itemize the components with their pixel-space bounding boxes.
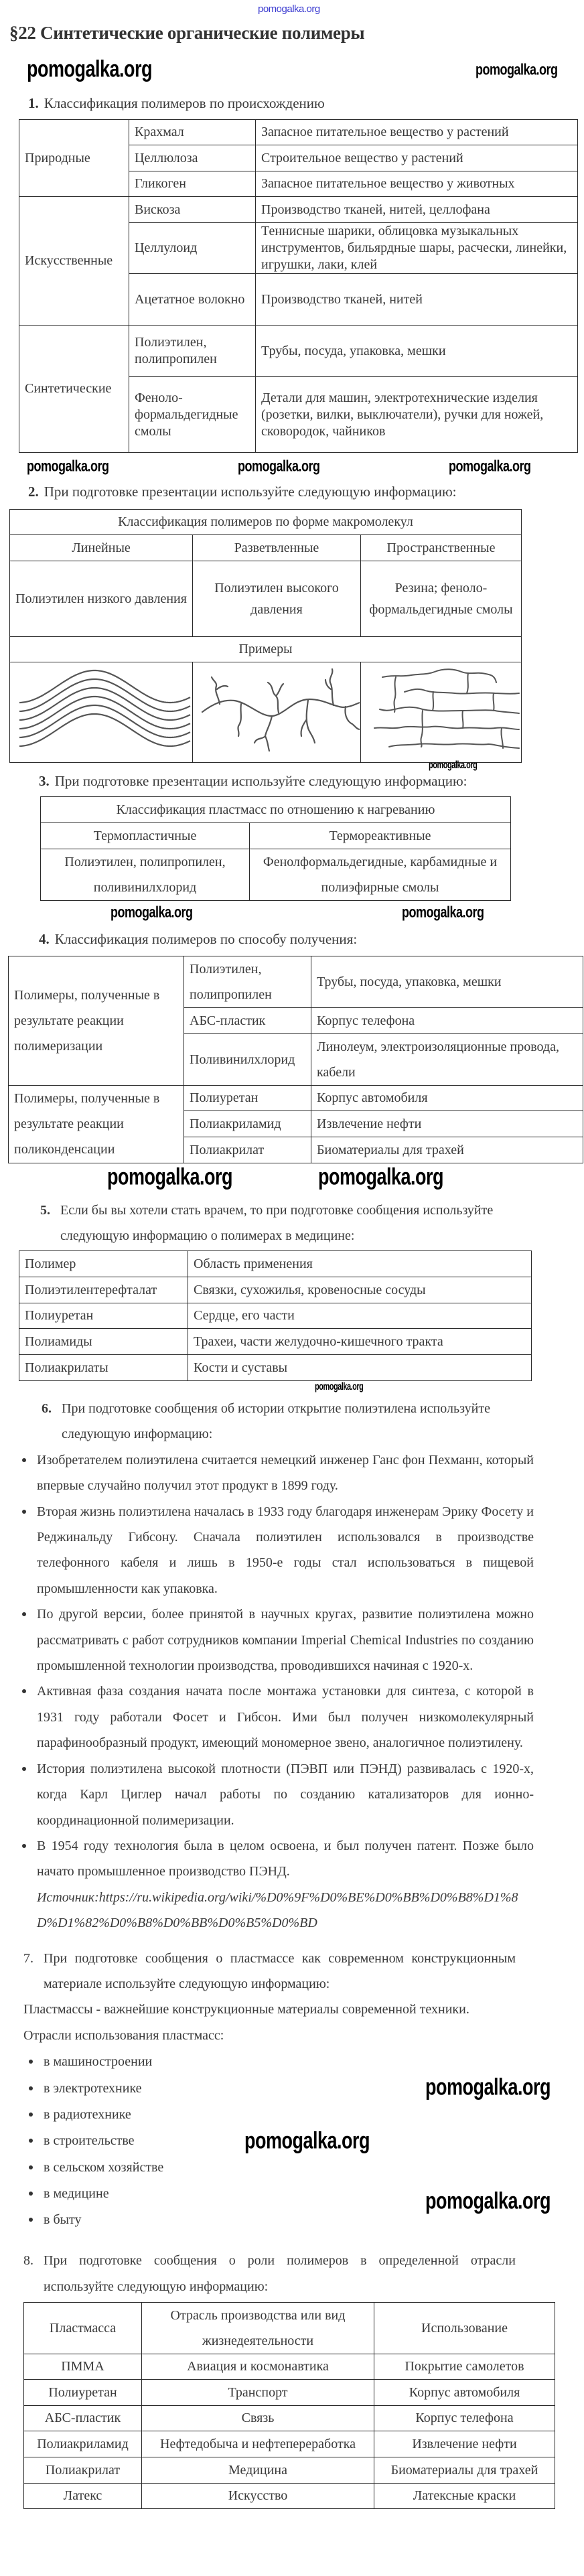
- table-row: [19, 326, 578, 377]
- use-cell: Латексные краски: [374, 2484, 555, 2509]
- watermark: pomogalka.org: [244, 2127, 370, 2154]
- table-row: [10, 662, 522, 763]
- cross-link: [493, 693, 494, 711]
- watermark: pomogalka.org: [111, 903, 193, 921]
- list-item: История полиэтилена высокой плотности (ПЭВП или ПЭНД) развивалась с 1920-х, когда Карл Циглер начал работы по созданию катализаторов для ионно-координационной полимеризации.: [37, 1756, 534, 1833]
- table-row: [9, 1086, 583, 1111]
- use-cell: Запасное питательное вещество у животных: [256, 171, 578, 197]
- type-cell: Линейные: [10, 535, 193, 561]
- use-cell: Извлечение нефти: [311, 1111, 583, 1137]
- table-header-row: [24, 2303, 555, 2354]
- polymer-cell: Полиуретан: [184, 1086, 311, 1111]
- table-row: [10, 637, 522, 662]
- table-title: Классификация полимеров по форме макромолекул: [10, 510, 522, 535]
- table-row: [41, 823, 511, 849]
- use-cell: Производство тканей, нитей: [256, 274, 578, 326]
- branch: [268, 683, 283, 713]
- polymer-cell: Полиакрилат: [184, 1137, 311, 1163]
- watermark: pomogalka.org: [258, 3, 320, 15]
- linear-polymer-illustration: [10, 662, 192, 758]
- example-cell: Полиэтилен низкого давления: [10, 561, 193, 637]
- polymer-cell: Полиуретан: [19, 1303, 188, 1329]
- table-row: [24, 2484, 555, 2509]
- branch: [238, 704, 241, 736]
- use-cell: Кости и суставы: [188, 1355, 532, 1381]
- column-header: Использование: [374, 2303, 555, 2354]
- section-2-heading: [28, 484, 456, 500]
- watermark: pomogalka.org: [402, 903, 484, 921]
- plastic-cell: ПММА: [24, 2354, 142, 2380]
- watermark: pomogalka.org: [429, 760, 478, 772]
- column-header: Термопластичные: [41, 823, 250, 849]
- use-cell: Связки, сухожилья, кровеносные сосуды: [188, 1277, 532, 1303]
- industry-cell: Связь: [142, 2406, 374, 2431]
- polymer-cell: Поливинилхлорид: [184, 1034, 311, 1086]
- list-item: в радиотехнике: [44, 2102, 516, 2128]
- polymer-cell: АБС-пластик: [184, 1008, 311, 1034]
- use-cell: Трубы, посуда, упаковка, мешки: [311, 956, 583, 1008]
- section-number: 4.: [39, 931, 50, 947]
- polymer-cell: Целлулоид: [129, 223, 256, 274]
- production-classification-table: [8, 956, 583, 1163]
- polymer-cell: Вискоза: [129, 197, 256, 223]
- watermark: pomogalka.org: [238, 457, 320, 475]
- cross-link: [394, 677, 396, 712]
- polymer-cell: Полиэтилен, полипропилен: [184, 956, 311, 1008]
- industry-cell: Нефтедобыча и нефтепереработка: [142, 2431, 374, 2457]
- list-item: в медицине: [44, 2181, 516, 2207]
- use-cell: Корпус телефона: [311, 1008, 583, 1034]
- polymer-cell: Феноло-формальдегидные смолы: [129, 377, 256, 453]
- table-row: [19, 1329, 532, 1355]
- industry-cell: Медицина: [142, 2457, 374, 2484]
- column-header: Полимер: [19, 1251, 188, 1277]
- examples-label: Примеры: [10, 637, 522, 662]
- table-row: [24, 2380, 555, 2406]
- section-number: 2.: [28, 484, 39, 500]
- section-number: 1.: [28, 95, 39, 111]
- cross-link: [421, 711, 423, 747]
- intro-text: Пластмассы - важнейшие конструкционные материалы современной техники.: [23, 2002, 469, 2017]
- source-link[interactable]: Источник:https://ru.wikipedia.org/wiki/%D0%9F%D0%BE%D0%BB%D0%B8%D1%8D%D1%82%D0%B8%D0%BB%D0%B5%D0%BD: [37, 1889, 518, 1931]
- polymer-chain: [19, 697, 190, 729]
- table-row: [24, 2406, 555, 2431]
- watermark: pomogalka.org: [476, 60, 558, 78]
- column-header: Термореактивные: [250, 823, 511, 849]
- section-8-heading: [23, 2248, 516, 2299]
- polymer-chain: [19, 705, 190, 737]
- watermark: pomogalka.org: [27, 457, 109, 475]
- table-row: [24, 2431, 555, 2457]
- branch: [212, 677, 228, 704]
- section-7: [23, 1946, 551, 2234]
- branch: [325, 669, 334, 705]
- watermark: pomogalka.org: [425, 2188, 551, 2214]
- use-cell: Строительное вещество у растений: [256, 145, 578, 171]
- section-3-heading: [39, 773, 467, 790]
- network-chain: [374, 727, 519, 729]
- industry-cell: Транспорт: [142, 2380, 374, 2406]
- table-row: [9, 956, 583, 1008]
- branch: [301, 700, 315, 743]
- network-chain: [405, 689, 519, 694]
- category-cell: Природные: [19, 120, 129, 197]
- list-item: в быту: [44, 2207, 516, 2233]
- list-item: По другой версии, более принятой в научных кругах, развитие полиэтилена можно рассматривать с работ сотрудников компании Imperial Chemical Industries по созданию промышленной технологии производства, проводившихся начиная с 1920-х.: [37, 1601, 534, 1678]
- network-chain: [380, 707, 519, 713]
- section-6: [37, 1396, 534, 1936]
- table-row: [24, 2457, 555, 2484]
- use-cell: Трахеи, части желудочно-кишечного тракта: [188, 1329, 532, 1355]
- section-text: При подготовке сообщения об истории открытие полиэтилена используйте следующую информацию:: [62, 1401, 490, 1442]
- polymer-cell: Полиамиды: [19, 1329, 188, 1355]
- section-7-heading: [23, 1946, 516, 1997]
- plastic-cell: Полиакриламид: [24, 2431, 142, 2457]
- watermark: pomogalka.org: [315, 1381, 364, 1393]
- value-cell: Полиэтилен, полипропилен, поливинилхлорид: [41, 849, 250, 901]
- example-cell: Резина; феноло-формальдегидные смолы: [361, 561, 522, 637]
- list-item: В 1954 году технология была в целом освоена, и был получен патент. Позже было начато промышленное производство ПЭНД.: [37, 1833, 534, 1885]
- example-cell: Полиэтилен высокого давления: [193, 561, 361, 637]
- use-cell: Корпус автомобиля: [311, 1086, 583, 1111]
- main-chain: [202, 699, 360, 716]
- table-row: [10, 561, 522, 637]
- column-header: Отрасль производства или вид жизнедеятельности: [142, 2303, 374, 2354]
- network-chain: [389, 743, 519, 748]
- plastic-cell: Латекс: [24, 2484, 142, 2509]
- list-item: Изобретателем полиэтилена считается немецкий инженер Ганс фон Пехманн, который впервые случайно получил этот продукт в 1899 году.: [37, 1447, 534, 1499]
- category-cell: Синтетические: [19, 326, 129, 453]
- use-cell: Корпус автомобиля: [374, 2380, 555, 2406]
- list-item: в строительстве: [44, 2128, 516, 2154]
- polymer-cell: Целлюлоза: [129, 145, 256, 171]
- polymer-cell: Ацетатное волокно: [129, 274, 256, 326]
- use-cell: Корпус телефона: [374, 2406, 555, 2431]
- watermark: pomogalka.org: [318, 1163, 444, 1190]
- section-number: 5.: [40, 1203, 50, 1218]
- table-title: Классификация пластмасс по отношению к нагреванию: [41, 797, 511, 823]
- polymer-cell: Полиэтилентерефталат: [19, 1277, 188, 1303]
- section-text: При подготовке сообщения о роли полимеров в определенной отрасли используйте следующую информацию:: [44, 2253, 516, 2294]
- polymer-cell: Полиакрилаты: [19, 1355, 188, 1381]
- section-4-heading: [39, 931, 357, 948]
- plastic-cell: АБС-пластик: [24, 2406, 142, 2431]
- column-header: Пластмасса: [24, 2303, 142, 2354]
- watermark: pomogalka.org: [107, 1163, 233, 1190]
- use-cell: Теннисные шарики, облицовка музыкальных инструментов, бильярдные шары, расчески, линейки, игрушки, лаки, клей: [256, 223, 578, 274]
- type-cell: Разветвленные: [193, 535, 361, 561]
- table-row: [10, 535, 522, 561]
- table-row: [41, 797, 511, 823]
- origin-classification-table: [19, 119, 578, 453]
- table-row: [10, 510, 522, 535]
- branch: [254, 716, 272, 751]
- list-item: в электротехнике: [44, 2076, 516, 2102]
- value-cell: Фенолформальдегидные, карбамидные и полиэфирные смолы: [250, 849, 511, 901]
- list-item: Активная фаза создания начата после монтажа установки для синтеза, с которой в 1931 году работали Фосет и Гибсон. Ими был получен низкомолекулярный парафинообразный продукт, имеющий мономерное звено, аналогичное полиэтилену.: [37, 1678, 534, 1756]
- section-number: 8.: [23, 2253, 33, 2269]
- use-cell: Детали для машин, электротехнические изделия (розетки, вилки, выключатели), ручки для ножей, сковородок, чайников: [256, 377, 578, 453]
- polymer-chain: [19, 714, 190, 746]
- shape-classification-table: [9, 509, 522, 763]
- table-header-row: [19, 1251, 532, 1277]
- use-cell: Производство тканей, нитей, целлофана: [256, 197, 578, 223]
- use-cell: Извлечение нефти: [374, 2431, 555, 2457]
- section-text: При подготовке сообщения о пластмассе как современном конструкционным материале используйте следующую информацию:: [44, 1950, 516, 1991]
- group-cell: Полимеры, полученные в результате реакции полимеризации: [9, 956, 184, 1086]
- branched-polymer-illustration: [193, 662, 360, 758]
- cross-link: [462, 711, 463, 728]
- list-item: в машиностроении: [44, 2049, 516, 2075]
- polymer-cell: Крахмал: [129, 120, 256, 145]
- polymer-cell: Полиэтилен, полипропилен: [129, 326, 256, 377]
- polymer-cell: Полиакриламид: [184, 1111, 311, 1137]
- section-number: 3.: [39, 773, 50, 789]
- use-cell: Линолеум, электроизоляционные провода, кабели: [311, 1034, 583, 1086]
- page-title: §22 Синтетические органические полимеры: [9, 23, 365, 43]
- section-text: Классификация полимеров по способу получения:: [54, 931, 358, 947]
- section-5-heading: [40, 1198, 534, 1249]
- medicine-table: [19, 1250, 532, 1381]
- network-chain: [382, 669, 496, 683]
- use-cell: Сердце, его части: [188, 1303, 532, 1329]
- table-row: [24, 2354, 555, 2380]
- list-item: Вторая жизнь полиэтилена началась в 1933 году благодаря инженерам Эрику Фосету и Реджинальду Гибсону. Сначала полиэтилен использовался в производстве телефонного кабеля и лишь в 1950-е годы стал использоваться в пищевой промышленности как упаковка.: [37, 1499, 534, 1602]
- category-cell: Искусственные: [19, 197, 129, 326]
- group-cell: Полимеры, полученные в результате реакции поликонденсации: [9, 1086, 184, 1163]
- column-header: Область применения: [188, 1251, 532, 1277]
- plastic-cell: Полиакрилат: [24, 2457, 142, 2484]
- section-text: Классификация полимеров по происхождению: [44, 95, 325, 111]
- use-cell: Биоматериалы для трахей: [374, 2457, 555, 2484]
- table-row: [19, 197, 578, 223]
- table-row: [19, 1303, 532, 1329]
- use-cell: Запасное питательное вещество у растений: [256, 120, 578, 145]
- use-cell: Трубы, посуда, упаковка, мешки: [256, 326, 578, 377]
- lower-sections: [23, 1396, 551, 2509]
- table-row: [19, 1355, 532, 1381]
- cross-link: [467, 673, 468, 693]
- watermark: pomogalka.org: [425, 2074, 551, 2100]
- industry-cell: Авиация и космонавтика: [142, 2354, 374, 2380]
- table-row: [19, 1277, 532, 1303]
- section-text: При подготовке презентации используйте следующую информацию:: [54, 773, 467, 789]
- section-text: Если бы вы хотели стать врачем, то при подготовке сообщения используйте следующую информацию о полимерах в медицине:: [60, 1203, 494, 1244]
- use-cell: Биоматериалы для трахей: [311, 1137, 583, 1163]
- watermark: pomogalka.org: [449, 457, 531, 475]
- plastic-cell: Полиуретан: [24, 2380, 142, 2406]
- list-item: в сельском хозяйстве: [44, 2155, 516, 2181]
- section-6-heading: [37, 1396, 534, 1447]
- heating-classification-table: [40, 796, 511, 901]
- section-1-heading: [28, 95, 325, 112]
- industry-table: [23, 2302, 555, 2509]
- cross-link: [501, 728, 503, 748]
- table-row: [41, 849, 511, 901]
- network-polymer-illustration: [361, 662, 520, 758]
- section-number: 6.: [42, 1401, 52, 1416]
- watermark: pomogalka.org: [27, 56, 153, 82]
- table-row: [19, 120, 578, 145]
- type-cell: Пространственные: [361, 535, 522, 561]
- branch: [345, 707, 360, 729]
- use-cell: Покрытие самолетов: [374, 2354, 555, 2380]
- history-list: [37, 1447, 534, 1885]
- section-number: 7.: [23, 1950, 33, 1966]
- industries-list-wrap: [23, 2049, 551, 2233]
- polymer-cell: Гликоген: [129, 171, 256, 197]
- section-text: При подготовке презентации используйте следующую информацию:: [44, 484, 457, 500]
- industry-cell: Искусство: [142, 2484, 374, 2509]
- list-label: Отрасли использования пластмасс:: [23, 2028, 224, 2044]
